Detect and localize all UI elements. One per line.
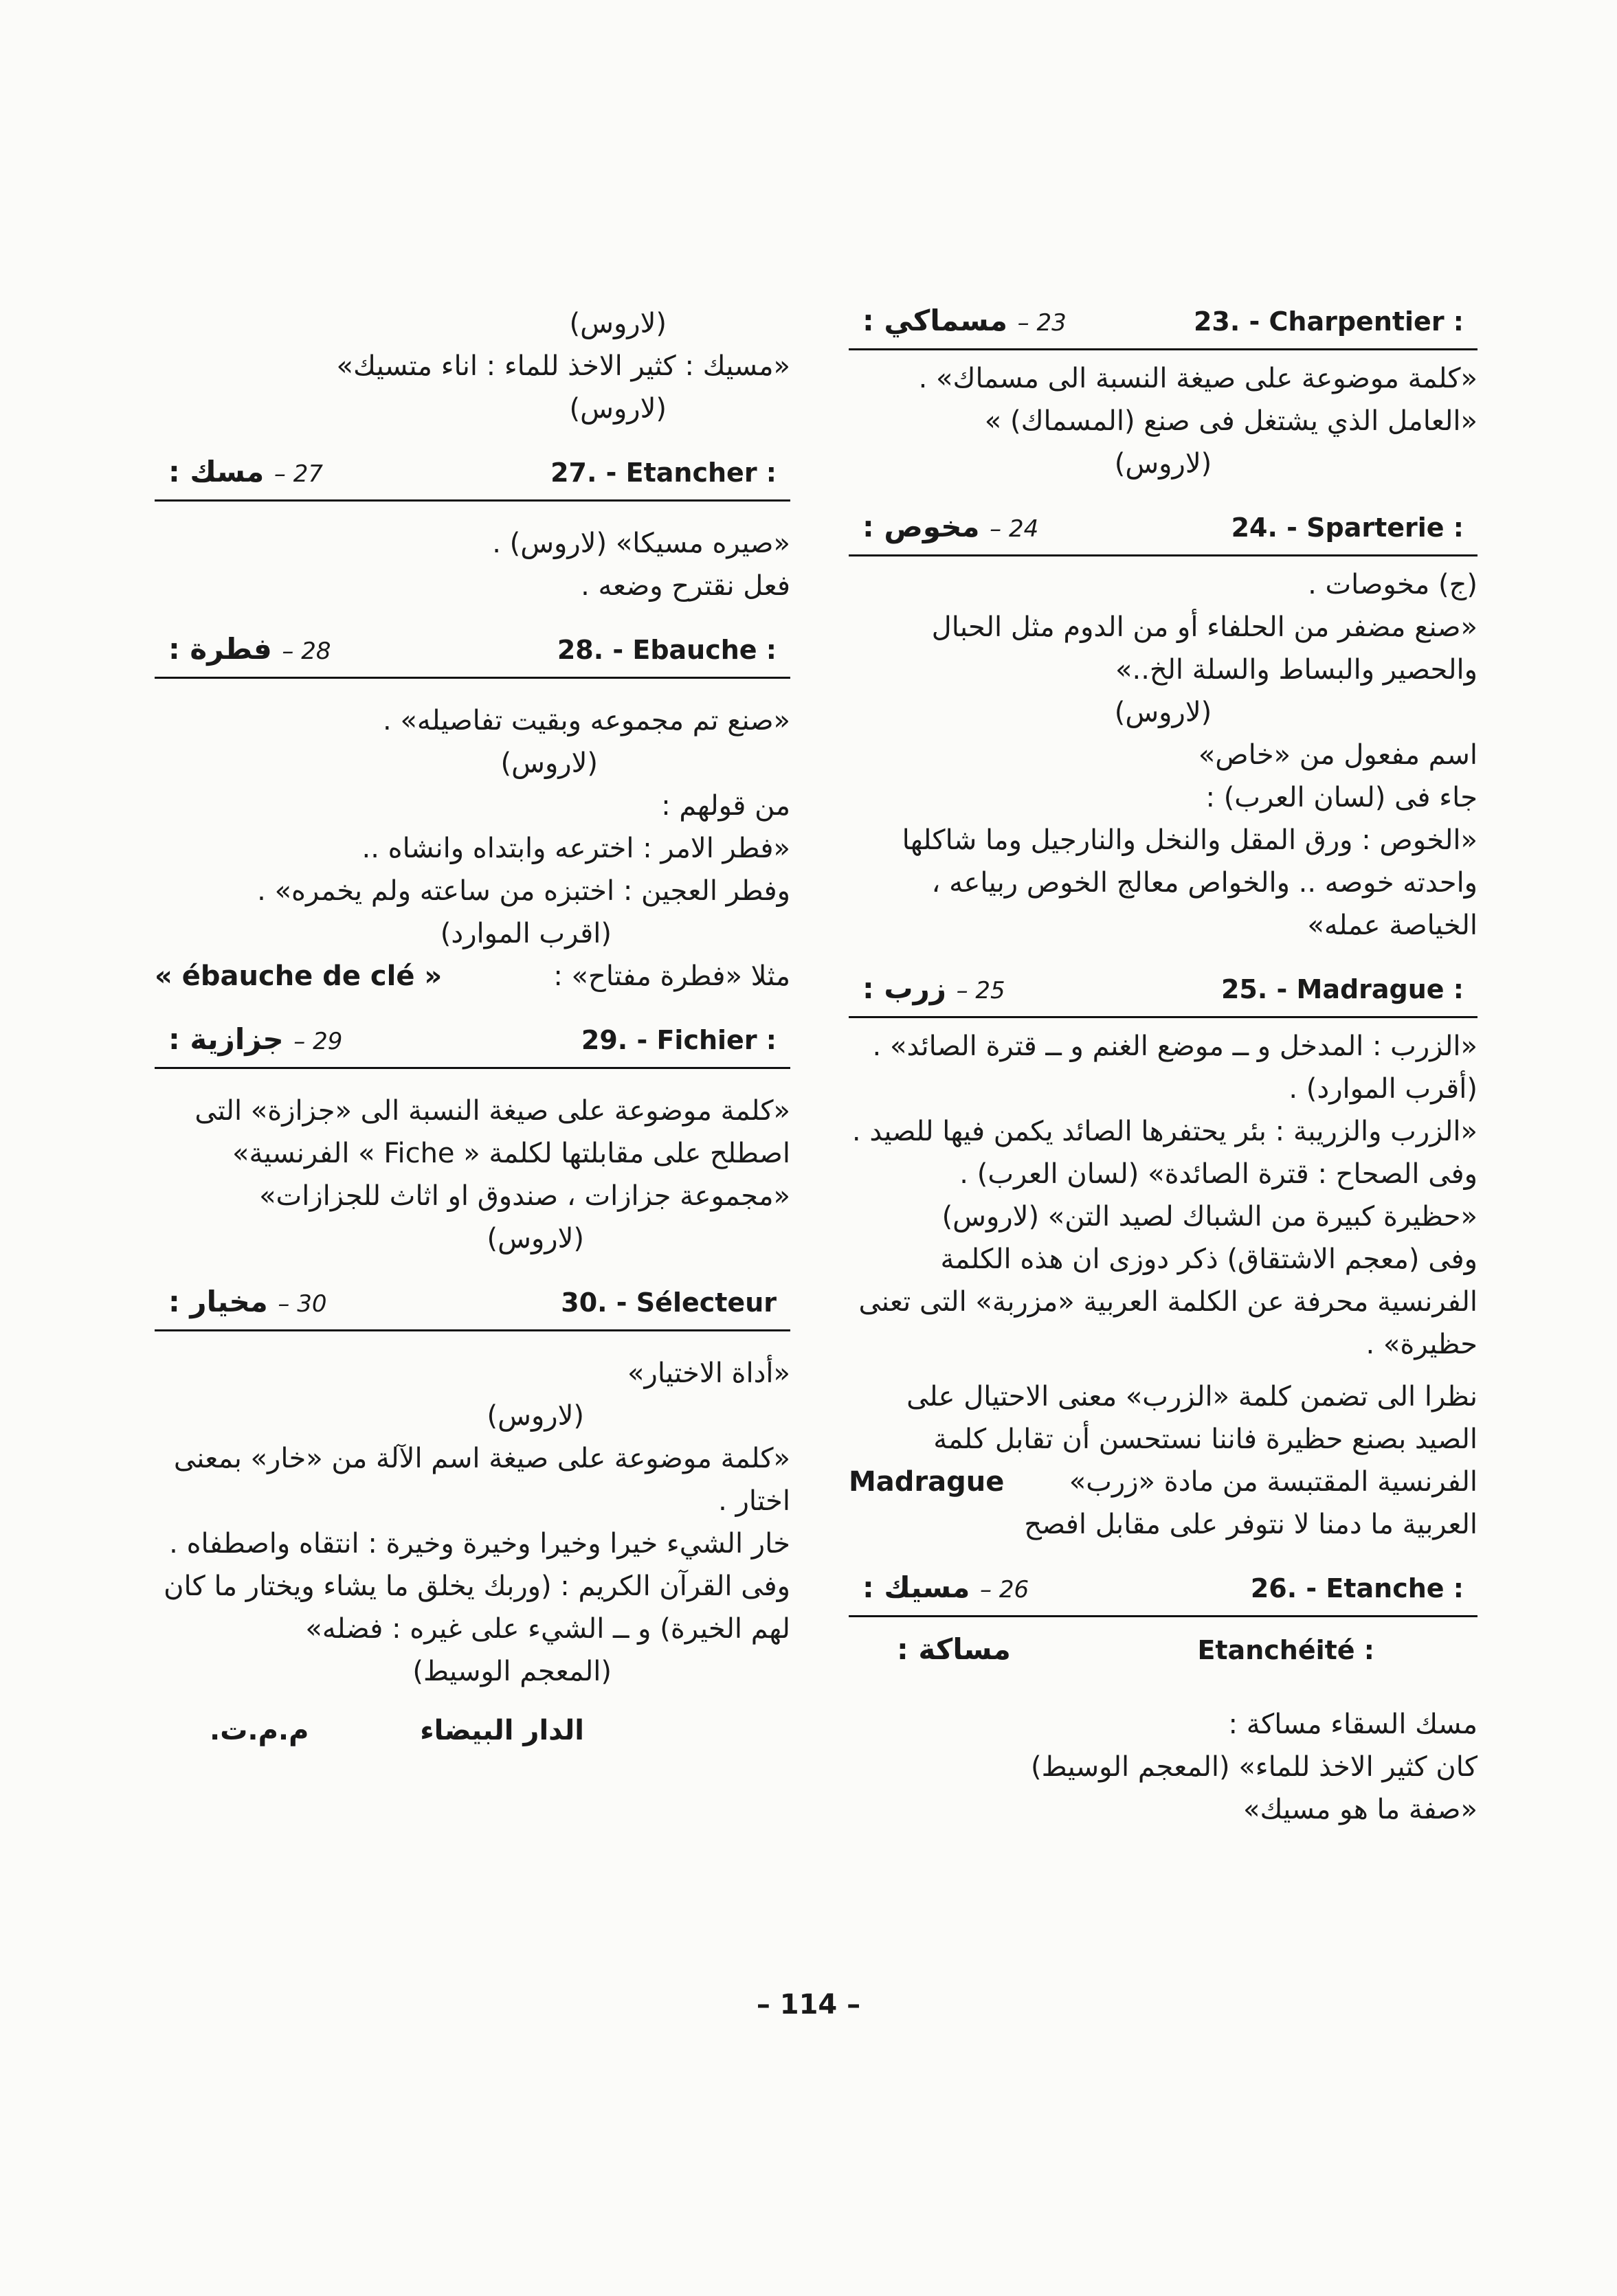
entry-23-line: «العامل الذي يشتغل فى صنع (المسماك) » bbox=[984, 405, 1477, 437]
entry-29-line: «مجموعة جزازات ، صندوق او اثاث للجزازات» bbox=[259, 1180, 790, 1212]
entry-29-body bbox=[155, 1069, 790, 1270]
entry-30-line: «أداة الاختيار» bbox=[627, 1358, 790, 1389]
entry-30-body bbox=[155, 1331, 790, 1702]
entry-30-number: 30 – bbox=[278, 1290, 327, 1318]
entry-24-line: «الخوص : ورق المقل والنخل والنارجيل وما شاكلها واحدته خوصه .. والخواص معالج الخوص ربياعه ، الخياصة عمله» bbox=[902, 824, 1477, 941]
entry-28-french-term: 28. - Ebauche : bbox=[557, 635, 777, 665]
entry-24-line: اسم مفعول من «خاص» bbox=[1198, 739, 1477, 771]
entry-27-heading bbox=[155, 451, 790, 502]
entry-25-line: «الزرب والزريبة : بئر يحتفرها الصائد يكمن فيها للصيد . وفى الصحاح : قترة الصائدة» (لسان العرب) . bbox=[851, 1116, 1477, 1190]
entry-26-arabic-term: مسيك : bbox=[862, 1571, 970, 1604]
entry-28-number: 28 – bbox=[282, 638, 331, 665]
entry-26-subheading bbox=[849, 1628, 1477, 1676]
entry-30-french-term: 30. - Sélecteur bbox=[561, 1287, 777, 1318]
entry-23-body bbox=[849, 350, 1477, 495]
entry-24-arabic-term: مخوص : bbox=[862, 510, 980, 543]
entry-28-source: (لاروس) bbox=[500, 747, 598, 779]
entry-28-line: «فطر الامر : اخترعه وابتداه وانشاه .. bbox=[361, 833, 790, 864]
entry-23-line: «كلمة موضوعة على صيغة النسبة الى مسماك» . bbox=[918, 363, 1477, 394]
entry-25-line: وفى (معجم الاشتقاق) ذكر دوزى ان هذه الكلمة الفرنسية محرفة عن الكلمة العربية «مزربة» التى تعنى حظيرة» . bbox=[858, 1243, 1477, 1360]
continued-26-body bbox=[155, 289, 790, 440]
entry-26-sub-french-term: Etanchéité : bbox=[1197, 1635, 1374, 1665]
entry-25-french-term: 25. - Madrague : bbox=[1220, 974, 1464, 1004]
signature-initials: م.م.ت. bbox=[210, 1715, 309, 1746]
entry-25-line: العربية ما دمنا لا نتوفر على مقابل افصح bbox=[1024, 1509, 1477, 1540]
entry-29-french-term: 29. - Fichier : bbox=[581, 1025, 777, 1055]
entry-27-body bbox=[155, 502, 790, 617]
entry-23-number: 23 – bbox=[1017, 309, 1067, 337]
entry-27-line: فعل نقترح وضعه . bbox=[581, 570, 790, 602]
entry-29-source: (لاروس) bbox=[487, 1223, 584, 1254]
entry-27-french-term: 27. - Etancher : bbox=[550, 458, 777, 488]
entry-27-arabic-term: مسك : bbox=[168, 455, 265, 488]
entry-25-line: «حظيرة كبيرة من الشباك لصيد التن» (لاروس) bbox=[941, 1201, 1477, 1233]
entry-24-french-term: 24. - Sparterie : bbox=[1231, 513, 1464, 543]
entry-25-madrague-word: Madrague bbox=[849, 1466, 1005, 1498]
entry-28-line: وفطر العجين : اختبزه من ساعته ولم يخمره» . bbox=[257, 875, 790, 907]
entry-23-french-term: 23. - Charpentier : bbox=[1193, 306, 1464, 337]
entry-26-line: مسك السقاء مساكة : bbox=[1228, 1709, 1477, 1740]
entry-23-heading bbox=[849, 300, 1477, 350]
entry-24-line: (ج) مخوصات . bbox=[1308, 569, 1477, 600]
entry-30-source: (لاروس) bbox=[487, 1400, 584, 1432]
entry-27-number: 27 – bbox=[274, 460, 323, 488]
entry-28-arabic-term: فطرة : bbox=[168, 632, 272, 666]
entry-25-body bbox=[849, 1018, 1477, 1555]
page-number: – 114 – bbox=[756, 1989, 861, 2021]
right-column bbox=[849, 289, 1477, 1841]
entry-27-line: «صيره مسيكا» (لاروس) . bbox=[492, 528, 790, 559]
entry-26-number: 26 – bbox=[980, 1576, 1029, 1603]
entry-28-heading bbox=[155, 628, 790, 679]
entry-30-heading bbox=[155, 1281, 790, 1331]
entry-25-arabic-term: زرب : bbox=[862, 971, 946, 1005]
entry-25-line: «الزرب : المدخل و ــ موضع الغنم و ــ قترة الصائد» . (أقرب الموارد) . bbox=[872, 1031, 1477, 1105]
entry-26-line: «صفة ما هو مسيك» bbox=[1243, 1794, 1477, 1825]
entry-28-example-arabic: مثلا «فطرة مفتاح» : bbox=[553, 960, 790, 992]
entry-28-line: «صنع تم مجموعه وبقيت تفاصيله» . bbox=[383, 705, 790, 736]
entry-25-line: الفرنسية المقتبسة من مادة «زرب» bbox=[1069, 1466, 1477, 1498]
entry-28-source: (اقرب الموارد) bbox=[440, 918, 612, 949]
entry-26-body bbox=[849, 1676, 1477, 1841]
entry-26-line: كان كثير الاخذ للماء» (المعجم الوسيط) bbox=[1031, 1751, 1477, 1783]
entry-24-body bbox=[849, 556, 1477, 956]
entry-28-example-french: « ébauche de clé » bbox=[155, 960, 443, 992]
left-column bbox=[155, 289, 790, 1752]
entry-24-line: «صنع مضفر من الحلفاء أو من الدوم مثل الحبال والحصير والبساط والسلة الخ..» bbox=[931, 611, 1477, 686]
entry-24-source: (لاروس) bbox=[1114, 697, 1212, 728]
entry-25-line: نظرا الى تضمن كلمة «الزرب» معنى الاحتيال على الصيد بصنع حظيرة فاننا نستحسن أن تقابل كلمة bbox=[906, 1381, 1477, 1455]
entry-30-line: خار الشيء خيرا وخيرا وخيرة وخيرة : انتقاه واصطفاه . وفى القرآن الكريم : (وربك يخلق ما يشاء ويختار ما كان لهم الخيرة) و ــ الشيء على غيره : فضله» bbox=[164, 1528, 790, 1645]
entry-26-heading bbox=[849, 1566, 1477, 1617]
entry-24-line: جاء فى (لسان العرب) : bbox=[1205, 782, 1477, 813]
entry-29-line: «كلمة موضوعة على صيغة النسبة الى «جزازة» التى اصطلح على مقابلتها لكلمة « Fiche » الفرنسية» bbox=[194, 1095, 790, 1169]
entry-30-arabic-term: مخيار : bbox=[168, 1285, 268, 1318]
entry-29-number: 29 – bbox=[293, 1028, 343, 1055]
source-label: (لاروس) bbox=[569, 308, 667, 339]
entry-24-heading bbox=[849, 506, 1477, 556]
entry-29-arabic-term: جزازية : bbox=[168, 1022, 284, 1056]
entry-23-arabic-term: مسماكي : bbox=[862, 304, 1008, 337]
entry-28-body bbox=[155, 679, 790, 1007]
entry-30-line: «كلمة موضوعة على صيغة اسم الآلة من «خار» بمعنى اختار . bbox=[173, 1443, 790, 1517]
entry-28-line: من قولهم : bbox=[661, 790, 790, 822]
entry-23-source: (لاروس) bbox=[1114, 448, 1212, 480]
signature-place: الدار البيضاء bbox=[420, 1715, 584, 1746]
entry-30-source: (المعجم الوسيط) bbox=[412, 1656, 612, 1687]
signature bbox=[155, 1702, 790, 1752]
entry-25-heading bbox=[849, 967, 1477, 1018]
continued-line: «مسيك : كثير الاخذ للماء : اناء متسيك» bbox=[336, 350, 790, 382]
entry-29-heading bbox=[155, 1018, 790, 1069]
entry-25-number: 25 – bbox=[956, 977, 1005, 1004]
entry-26-french-term: 26. - Etanche : bbox=[1250, 1573, 1464, 1603]
source-label: (لاروس) bbox=[569, 393, 667, 425]
entry-26-sub-arabic-term: مساكة : bbox=[897, 1632, 1011, 1666]
entry-24-number: 24 – bbox=[990, 515, 1039, 543]
